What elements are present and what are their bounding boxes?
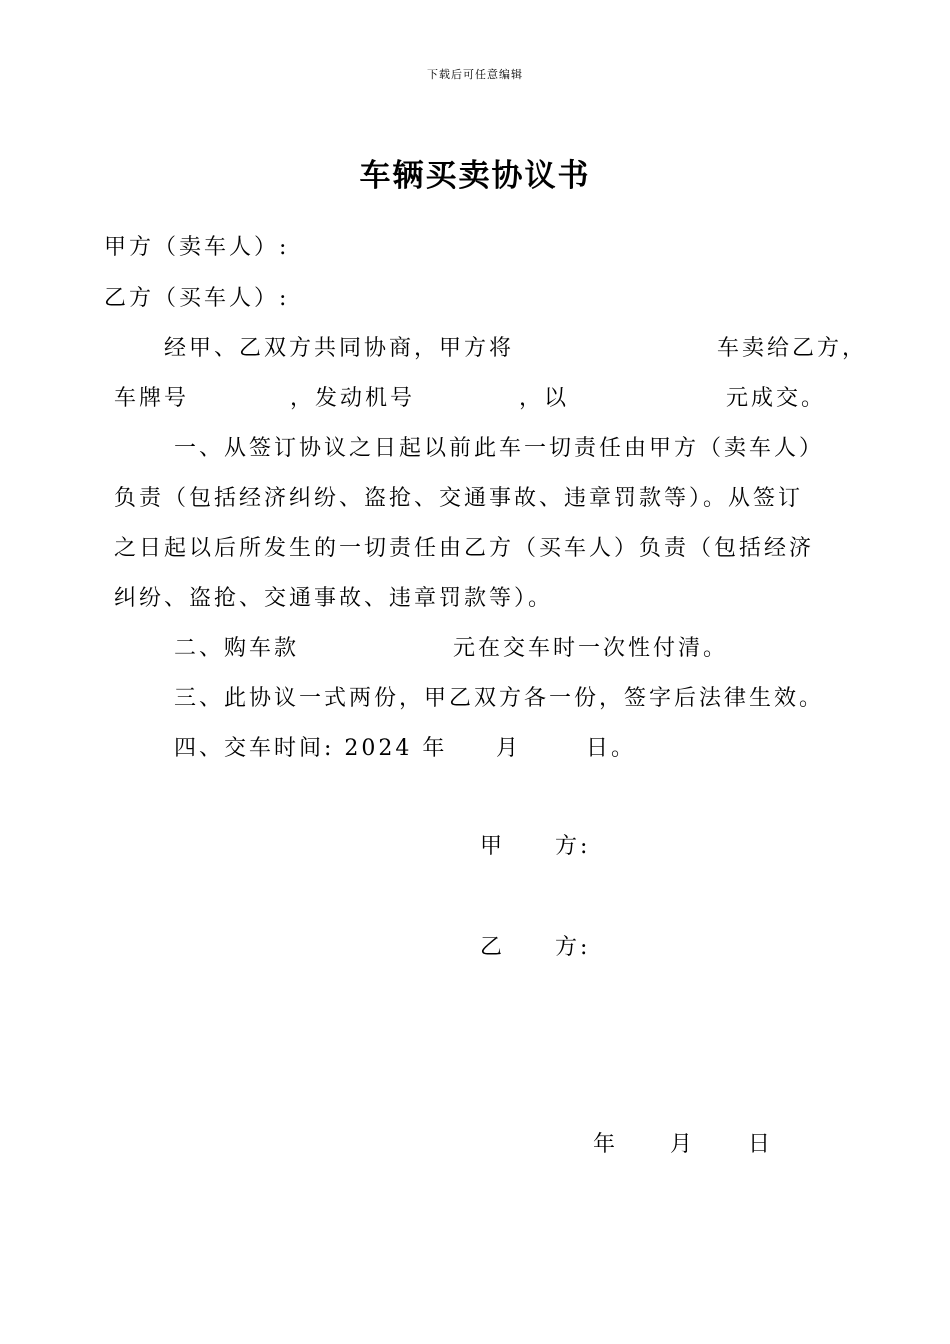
clause2-prefix: 二、购车款 [174,636,300,661]
footer-month: 月 [670,1132,696,1157]
footer-year: 年 [593,1132,619,1157]
document-title: 车辆买卖协议书 [359,158,591,194]
intro-part1: 经甲、乙双方共同协商，甲方将 [164,336,515,361]
footer-day: 日 [748,1132,774,1157]
intro-part2: 车卖给乙方， [717,336,868,361]
party-a-line: 甲方（卖车人）: [104,235,290,260]
header-note: 下载后可任意编辑 [427,68,523,81]
clause4-day: 日。 [586,736,637,761]
clause2-suffix: 元在交车时一次性付清。 [453,636,729,661]
engine-label: ，发动机号 [290,386,416,411]
plate-label: 车牌号 [114,386,190,411]
party-b-signature-suffix: 方: [555,935,591,960]
clause4-prefix: 四、交车时间: 2024 年 [174,736,448,761]
clause1-line3: 之日起以后所发生的一切责任由乙方（买车人）负责（包括经济 [114,536,815,561]
price-prefix: ，以 [519,386,570,411]
clause4-month: 月 [496,736,522,761]
party-a-signature-char: 甲 [480,834,506,859]
price-suffix: 元成交。 [726,386,827,411]
clause3: 三、此协议一式两份，甲乙双方各一份，签字后法律生效。 [174,686,825,711]
clause1-line1: 一、从签订协议之日起以前此车一切责任由甲方（卖车人） [174,436,825,461]
clause1-line2: 负责（包括经济纠纷、盗抢、交通事故、违章罚款等）。从签订 [114,486,804,511]
party-b-signature-char: 乙 [480,935,506,960]
party-a-signature-suffix: 方: [555,834,591,859]
clause1-line4: 纠纷、盗抢、交通事故、违章罚款等）。 [114,586,554,611]
party-b-line: 乙方（买车人）: [104,286,290,311]
